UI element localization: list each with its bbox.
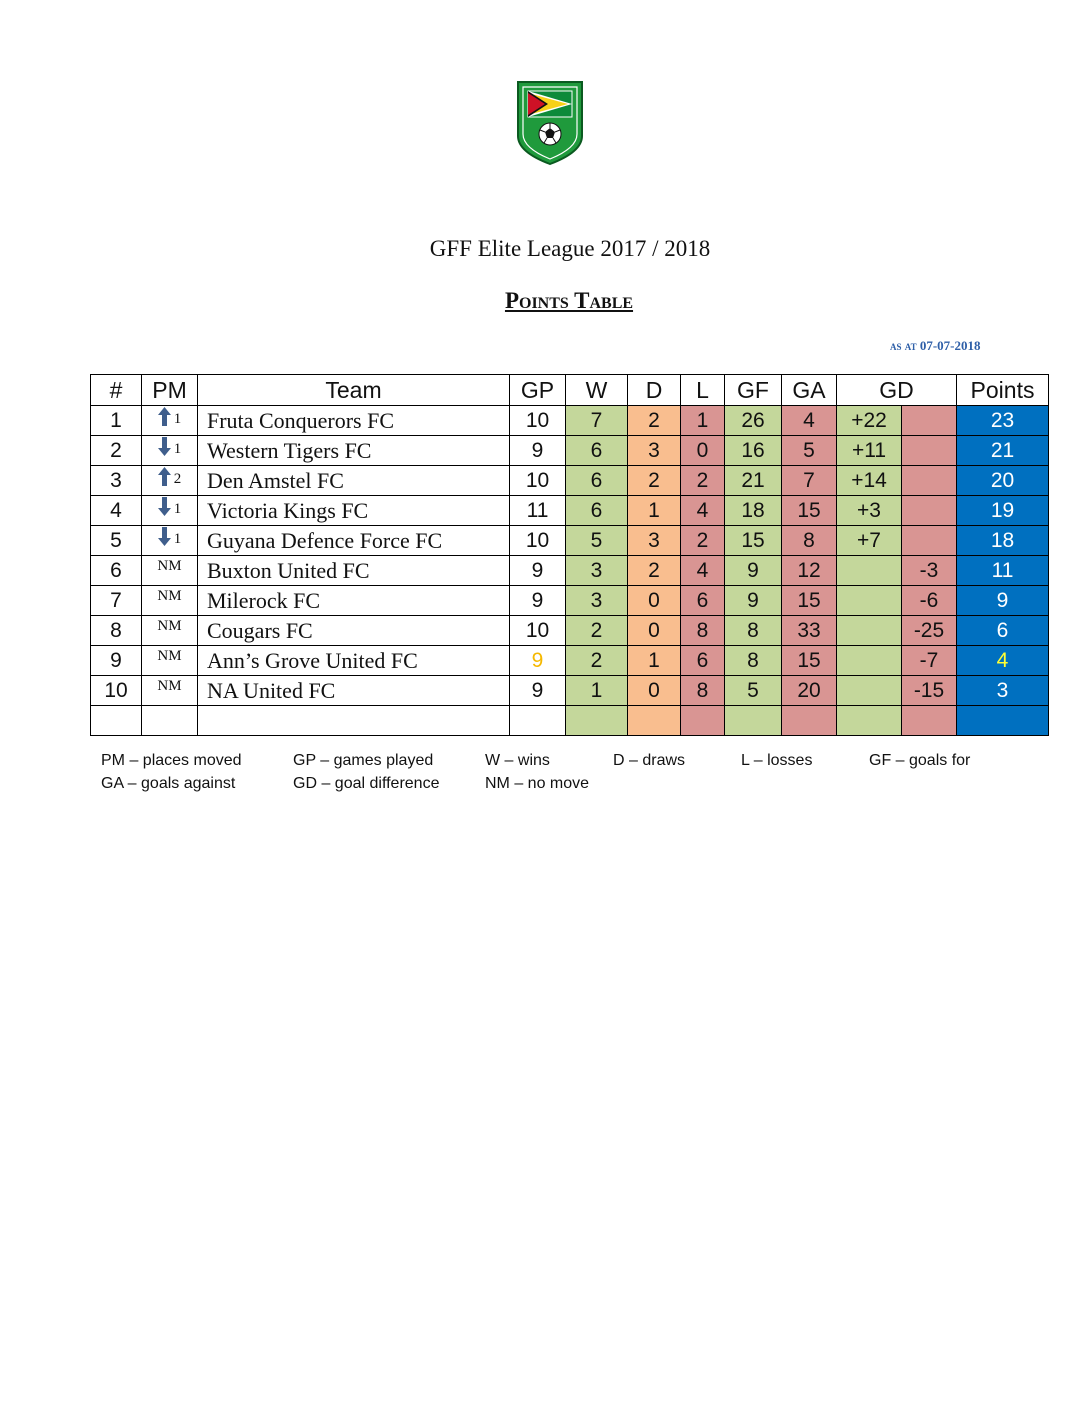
goals-for-cell: 26 (725, 406, 782, 436)
goal-difference-positive-cell: +11 (837, 436, 902, 466)
table-row (91, 496, 1049, 526)
empty-cell (902, 706, 957, 736)
draws-cell: 0 (628, 586, 681, 616)
legend-gf: GF – goals for (869, 752, 971, 769)
position-cell: 10 (91, 676, 142, 706)
col-header-gf: GF (725, 375, 782, 406)
header-row (91, 375, 1049, 406)
position-cell: 9 (91, 646, 142, 676)
places-moved-cell (142, 646, 198, 676)
goals-for-cell: 5 (725, 676, 782, 706)
draws-cell: 2 (628, 556, 681, 586)
position-cell: 8 (91, 616, 142, 646)
goals-for-cell: 15 (725, 526, 782, 556)
col-header-ga: GA (782, 375, 837, 406)
points-table (90, 374, 1049, 736)
empty-cell (510, 706, 566, 736)
goal-difference-positive-cell: +22 (837, 406, 902, 436)
team-name-cell: Milerock FC (198, 586, 510, 616)
goals-for-cell: 8 (725, 616, 782, 646)
places-moved-cell (142, 436, 198, 466)
wins-cell: 3 (566, 586, 628, 616)
empty-cell (957, 706, 1049, 736)
goals-for-cell: 16 (725, 436, 782, 466)
table-body (91, 406, 1049, 736)
draws-cell: 2 (628, 406, 681, 436)
goal-difference-positive-cell (837, 616, 902, 646)
wins-cell: 1 (566, 676, 628, 706)
legend-l: L – losses (741, 752, 813, 769)
col-header-team: Team (198, 375, 510, 406)
down-arrow-icon (158, 497, 171, 521)
team-name-cell: NA United FC (198, 676, 510, 706)
games-played-cell: 9 (510, 436, 566, 466)
points-cell: 18 (957, 526, 1049, 556)
empty-cell (198, 706, 510, 736)
page-title: GFF Elite League 2017 / 2018 (429, 236, 711, 261)
games-played-cell: 10 (510, 616, 566, 646)
places-moved (158, 466, 182, 491)
places-moved-cell (142, 526, 198, 556)
col-header-gd: GD (837, 375, 957, 406)
goal-difference-negative-cell: -25 (902, 616, 957, 646)
goal-difference-positive-cell (837, 676, 902, 706)
places-moved-cell (142, 406, 198, 436)
goals-against-cell: 12 (782, 556, 837, 586)
draws-cell: 3 (628, 436, 681, 466)
goals-against-cell: 20 (782, 676, 837, 706)
goals-for-cell: 9 (725, 556, 782, 586)
goal-difference-negative-cell (902, 406, 957, 436)
col-header-d: D (628, 375, 681, 406)
table-row (91, 526, 1049, 556)
col-header-position: # (91, 375, 142, 406)
points-cell: 19 (957, 496, 1049, 526)
goals-for-cell: 9 (725, 586, 782, 616)
losses-cell: 6 (681, 586, 725, 616)
position-cell: 7 (91, 586, 142, 616)
position-cell: 4 (91, 496, 142, 526)
empty-cell (566, 706, 628, 736)
goal-difference-negative-cell (902, 436, 957, 466)
draws-cell: 1 (628, 496, 681, 526)
draws-cell: 3 (628, 526, 681, 556)
games-played-cell: 9 (510, 676, 566, 706)
up-arrow-icon (158, 407, 171, 431)
table-row (91, 676, 1049, 706)
position-cell: 1 (91, 406, 142, 436)
games-played-cell: 11 (510, 496, 566, 526)
goal-difference-negative-cell: -6 (902, 586, 957, 616)
table-row (91, 406, 1049, 436)
places-moved-value: 2 (173, 470, 182, 487)
position-cell: 5 (91, 526, 142, 556)
goals-against-cell: 15 (782, 586, 837, 616)
goal-difference-negative-cell: -3 (902, 556, 957, 586)
table-row (91, 586, 1049, 616)
team-name-cell: Den Amstel FC (198, 466, 510, 496)
wins-cell: 5 (566, 526, 628, 556)
games-played-cell: 10 (510, 526, 566, 556)
places-moved-cell (142, 556, 198, 586)
table-row (91, 616, 1049, 646)
points-cell: 4 (957, 646, 1049, 676)
goal-difference-negative-cell: -7 (902, 646, 957, 676)
places-moved-cell (142, 616, 198, 646)
wins-cell: 6 (566, 436, 628, 466)
table-row (91, 646, 1049, 676)
draws-cell: 0 (628, 616, 681, 646)
goals-for-cell: 8 (725, 646, 782, 676)
as-at-date: as at 07-07-2018 (890, 338, 981, 353)
table-row (91, 466, 1049, 496)
points-cell: 6 (957, 616, 1049, 646)
losses-cell: 6 (681, 646, 725, 676)
points-cell: 21 (957, 436, 1049, 466)
goals-against-cell: 4 (782, 406, 837, 436)
position-cell: 2 (91, 436, 142, 466)
goals-against-cell: 15 (782, 646, 837, 676)
goal-difference-positive-cell: +14 (837, 466, 902, 496)
legend-nm: NM – no move (485, 775, 590, 792)
draws-cell: 2 (628, 466, 681, 496)
places-moved (157, 616, 181, 634)
col-header-pm: PM (142, 375, 198, 406)
points-cell: 20 (957, 466, 1049, 496)
places-moved (158, 496, 182, 521)
team-name-cell: Cougars FC (198, 616, 510, 646)
goals-against-cell: 8 (782, 526, 837, 556)
points-cell: 23 (957, 406, 1049, 436)
wins-cell: 3 (566, 556, 628, 586)
wins-cell: 6 (566, 496, 628, 526)
goals-against-cell: 15 (782, 496, 837, 526)
wins-cell: 2 (566, 616, 628, 646)
down-arrow-icon (158, 527, 171, 551)
table-row (91, 556, 1049, 586)
wins-cell: 2 (566, 646, 628, 676)
points-cell: 9 (957, 586, 1049, 616)
col-header-w: W (566, 375, 628, 406)
games-played-cell: 10 (510, 466, 566, 496)
places-moved-cell (142, 586, 198, 616)
down-arrow-icon (158, 437, 171, 461)
places-moved (157, 676, 181, 694)
places-moved-value: 1 (173, 410, 182, 427)
team-name-cell: Guyana Defence Force FC (198, 526, 510, 556)
goal-difference-positive-cell (837, 586, 902, 616)
legend (101, 752, 1021, 798)
places-moved-value: NM (157, 648, 182, 664)
empty-table-row (91, 706, 1049, 736)
places-moved-cell (142, 676, 198, 706)
empty-cell (782, 706, 837, 736)
places-moved (158, 406, 182, 431)
places-moved-value: 1 (173, 530, 182, 547)
up-arrow-icon (158, 467, 171, 491)
places-moved-value: NM (157, 588, 182, 604)
goals-for-cell: 18 (725, 496, 782, 526)
places-moved (157, 556, 181, 574)
goal-difference-negative-cell (902, 466, 957, 496)
col-header-l: L (681, 375, 725, 406)
losses-cell: 2 (681, 526, 725, 556)
losses-cell: 1 (681, 406, 725, 436)
losses-cell: 0 (681, 436, 725, 466)
wins-cell: 6 (566, 466, 628, 496)
goal-difference-negative-cell (902, 526, 957, 556)
empty-cell (681, 706, 725, 736)
legend-pm: PM – places moved (101, 752, 242, 769)
team-name-cell: Ann’s Grove United FC (198, 646, 510, 676)
games-played-cell: 10 (510, 406, 566, 436)
goals-against-cell: 33 (782, 616, 837, 646)
empty-cell (725, 706, 782, 736)
draws-cell: 0 (628, 676, 681, 706)
losses-cell: 4 (681, 556, 725, 586)
places-moved (158, 436, 182, 461)
empty-cell (628, 706, 681, 736)
draws-cell: 1 (628, 646, 681, 676)
col-header-points: Points (957, 375, 1049, 406)
places-moved-value: NM (157, 558, 182, 574)
losses-cell: 4 (681, 496, 725, 526)
places-moved (157, 646, 181, 664)
empty-cell (142, 706, 198, 736)
places-moved (157, 586, 181, 604)
places-moved-cell (142, 466, 198, 496)
legend-d: D – draws (613, 752, 686, 769)
legend-gp: GP – games played (293, 752, 434, 769)
places-moved-value: 1 (173, 500, 182, 517)
losses-cell: 8 (681, 616, 725, 646)
places-moved-value: 1 (173, 440, 182, 457)
team-name-cell: Buxton United FC (198, 556, 510, 586)
games-played-cell: 9 (510, 646, 566, 676)
goal-difference-negative-cell (902, 496, 957, 526)
goal-difference-negative-cell: -15 (902, 676, 957, 706)
goals-for-cell: 21 (725, 466, 782, 496)
places-moved-value: NM (157, 618, 182, 634)
legend-w: W – wins (485, 752, 550, 769)
position-cell: 6 (91, 556, 142, 586)
table-row (91, 436, 1049, 466)
team-name-cell: Western Tigers FC (198, 436, 510, 466)
table-subtitle: Points Table (504, 288, 634, 313)
losses-cell: 8 (681, 676, 725, 706)
losses-cell: 2 (681, 466, 725, 496)
team-name-cell: Fruta Conquerors FC (198, 406, 510, 436)
games-played-cell: 9 (510, 586, 566, 616)
games-played-cell: 9 (510, 556, 566, 586)
points-cell: 3 (957, 676, 1049, 706)
position-cell: 3 (91, 466, 142, 496)
gff-crest-logo (514, 78, 586, 166)
empty-cell (837, 706, 902, 736)
goal-difference-positive-cell (837, 646, 902, 676)
goal-difference-positive-cell (837, 556, 902, 586)
goal-difference-positive-cell: +3 (837, 496, 902, 526)
goals-against-cell: 5 (782, 436, 837, 466)
wins-cell: 7 (566, 406, 628, 436)
goals-against-cell: 7 (782, 466, 837, 496)
points-cell: 11 (957, 556, 1049, 586)
legend-ga: GA – goals against (101, 775, 236, 792)
goal-difference-positive-cell: +7 (837, 526, 902, 556)
places-moved (158, 526, 182, 551)
team-name-cell: Victoria Kings FC (198, 496, 510, 526)
places-moved-value: NM (157, 678, 182, 694)
empty-cell (91, 706, 142, 736)
col-header-gp: GP (510, 375, 566, 406)
places-moved-cell (142, 496, 198, 526)
legend-gd: GD – goal difference (293, 775, 440, 792)
